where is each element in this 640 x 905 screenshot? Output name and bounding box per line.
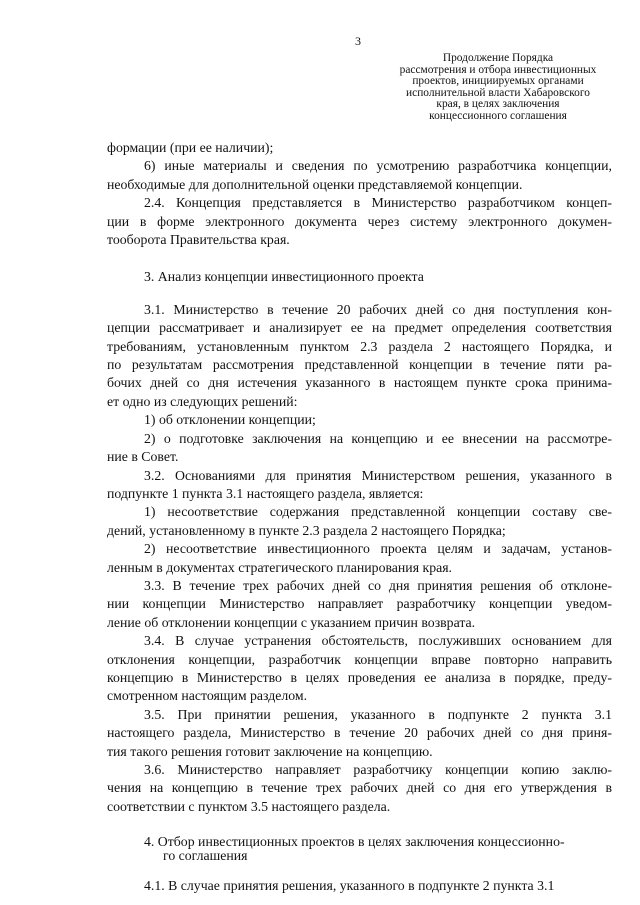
text-line: ленным в документах стратегического планирования края. (107, 559, 453, 575)
section-heading: 3. Анализ концепции инвестиционного проекта (144, 269, 424, 285)
paragraph (107, 632, 612, 706)
text-line: дений, установленному в пункте 2.3 раздела 2 настоящего Порядка; (107, 522, 506, 538)
section-heading-line: 4. Отбор инвестиционных проектов в целях заключения концессионно- (144, 834, 565, 850)
text-line: формации (при ее наличии); (107, 140, 274, 155)
paragraph (107, 761, 612, 816)
running-header-line: проектов, инициируемых органами (412, 75, 584, 88)
text-line: 2) несоответствие инвестиционного проекта целям и задачам, установ- (144, 541, 612, 557)
text-line: 3.3. В течение трех рабочих дней со дня принятия решения об отклоне- (144, 577, 612, 593)
paragraph (107, 503, 612, 540)
paragraph (107, 577, 612, 632)
text-line: нии концепции Министерство направляет разработчику концепции уведом- (107, 596, 612, 612)
section-heading (107, 835, 612, 863)
text-line: 6) иные материалы и сведения по усмотрению разработчика концепции, (144, 158, 612, 174)
text-line: ции в форме электронного документа через систему электронного докумен- (107, 213, 612, 229)
text-line: соответствии с пунктом 3.5 настоящего раздела. (107, 798, 391, 814)
running-header-line: концессионного соглашения (429, 109, 567, 122)
paragraph (107, 430, 612, 467)
text-line: 1) несоответствие содержания представленной концепции составу све- (144, 504, 612, 520)
paragraph (107, 301, 612, 411)
text-line: 2) о подготовке заключения на концепцию и ее внесении на рассмотре- (144, 430, 612, 446)
text-line: отклонения концепции, разработчик концепции вправе повторно направить (107, 651, 612, 667)
section-heading-line: го соглашения (163, 848, 248, 864)
text-line: 3.2. Основаниями для принятия Министерством решения, указанного в (144, 467, 612, 483)
text-line: смотренном настоящим разделом. (107, 688, 308, 704)
text-line: подпункте 1 пункта 3.1 настоящего раздела, является: (107, 485, 424, 501)
text-line: 4.1. В случае принятия решения, указанного в подпункте 2 пункта 3.1 (144, 878, 555, 894)
text-line: 1) об отклонении концепции; (144, 412, 316, 428)
text-line: по результатам рассмотрения представленной концепции в течение пяти ра- (107, 357, 612, 373)
text-line: ние в Совет. (107, 449, 179, 465)
paragraph (107, 706, 612, 761)
text-line: цепции рассматривает и анализирует ее на предмет определения соответствия (107, 320, 612, 336)
paragraph (107, 467, 612, 504)
paragraph (107, 194, 612, 249)
text-line: бочих дней со дня истечения указанного в настоящем пункте срока принима- (107, 375, 612, 391)
paragraph (107, 139, 612, 157)
running-header (388, 53, 608, 123)
running-header-line: края, в целях заключения (436, 98, 560, 111)
running-header-line: рассмотрения и отбора инвестиционных (399, 63, 597, 76)
text-line: 3.6. Министерство направляет разработчику концепции копию заклю- (144, 762, 612, 777)
running-header-line: исполнительной власти Хабаровского (406, 86, 590, 99)
paragraph (107, 877, 612, 895)
paragraph (107, 411, 612, 429)
text-line: тооборота Правительства края. (107, 232, 290, 248)
text-line: требованиям, установленным пунктом 2.3 раздела 2 настоящего Порядка, и (107, 338, 612, 354)
page-number: 3 (355, 34, 361, 48)
paragraph (107, 540, 612, 577)
text-line: 3.1. Министерство в течение 20 рабочих дней со дня поступления кон- (144, 301, 612, 317)
text-line: ет одно из следующих решений: (107, 393, 298, 409)
text-line: ление об отклонении концепции с указанием причин возврата. (107, 614, 476, 630)
document-body (107, 139, 612, 896)
running-header-line: Продолжение Порядка (442, 52, 554, 64)
text-line: тия такого решения готовит заключение на концепцию. (107, 743, 433, 759)
text-line: 2.4. Концепция представляется в Министерство разработчиком концеп- (144, 195, 612, 211)
text-line: 3.5. При принятии решения, указанного в подпункте 2 пункта 3.1 (144, 706, 612, 722)
text-line: настоящего раздела, Министерство в течение 20 рабочих дней со дня приня- (107, 725, 612, 741)
paragraph (107, 157, 612, 194)
text-line: чения на концепцию в течение трех рабочих дней со дня его утверждения в (107, 780, 612, 796)
text-line: необходимые для дополнительной оценки представляемой концепции. (107, 176, 523, 192)
text-line: 3.4. В случае устранения обстоятельств, послуживших основанием для (144, 633, 612, 649)
text-line: концепцию в Министерство в целях проведения ее анализа в порядке, преду- (107, 669, 612, 685)
